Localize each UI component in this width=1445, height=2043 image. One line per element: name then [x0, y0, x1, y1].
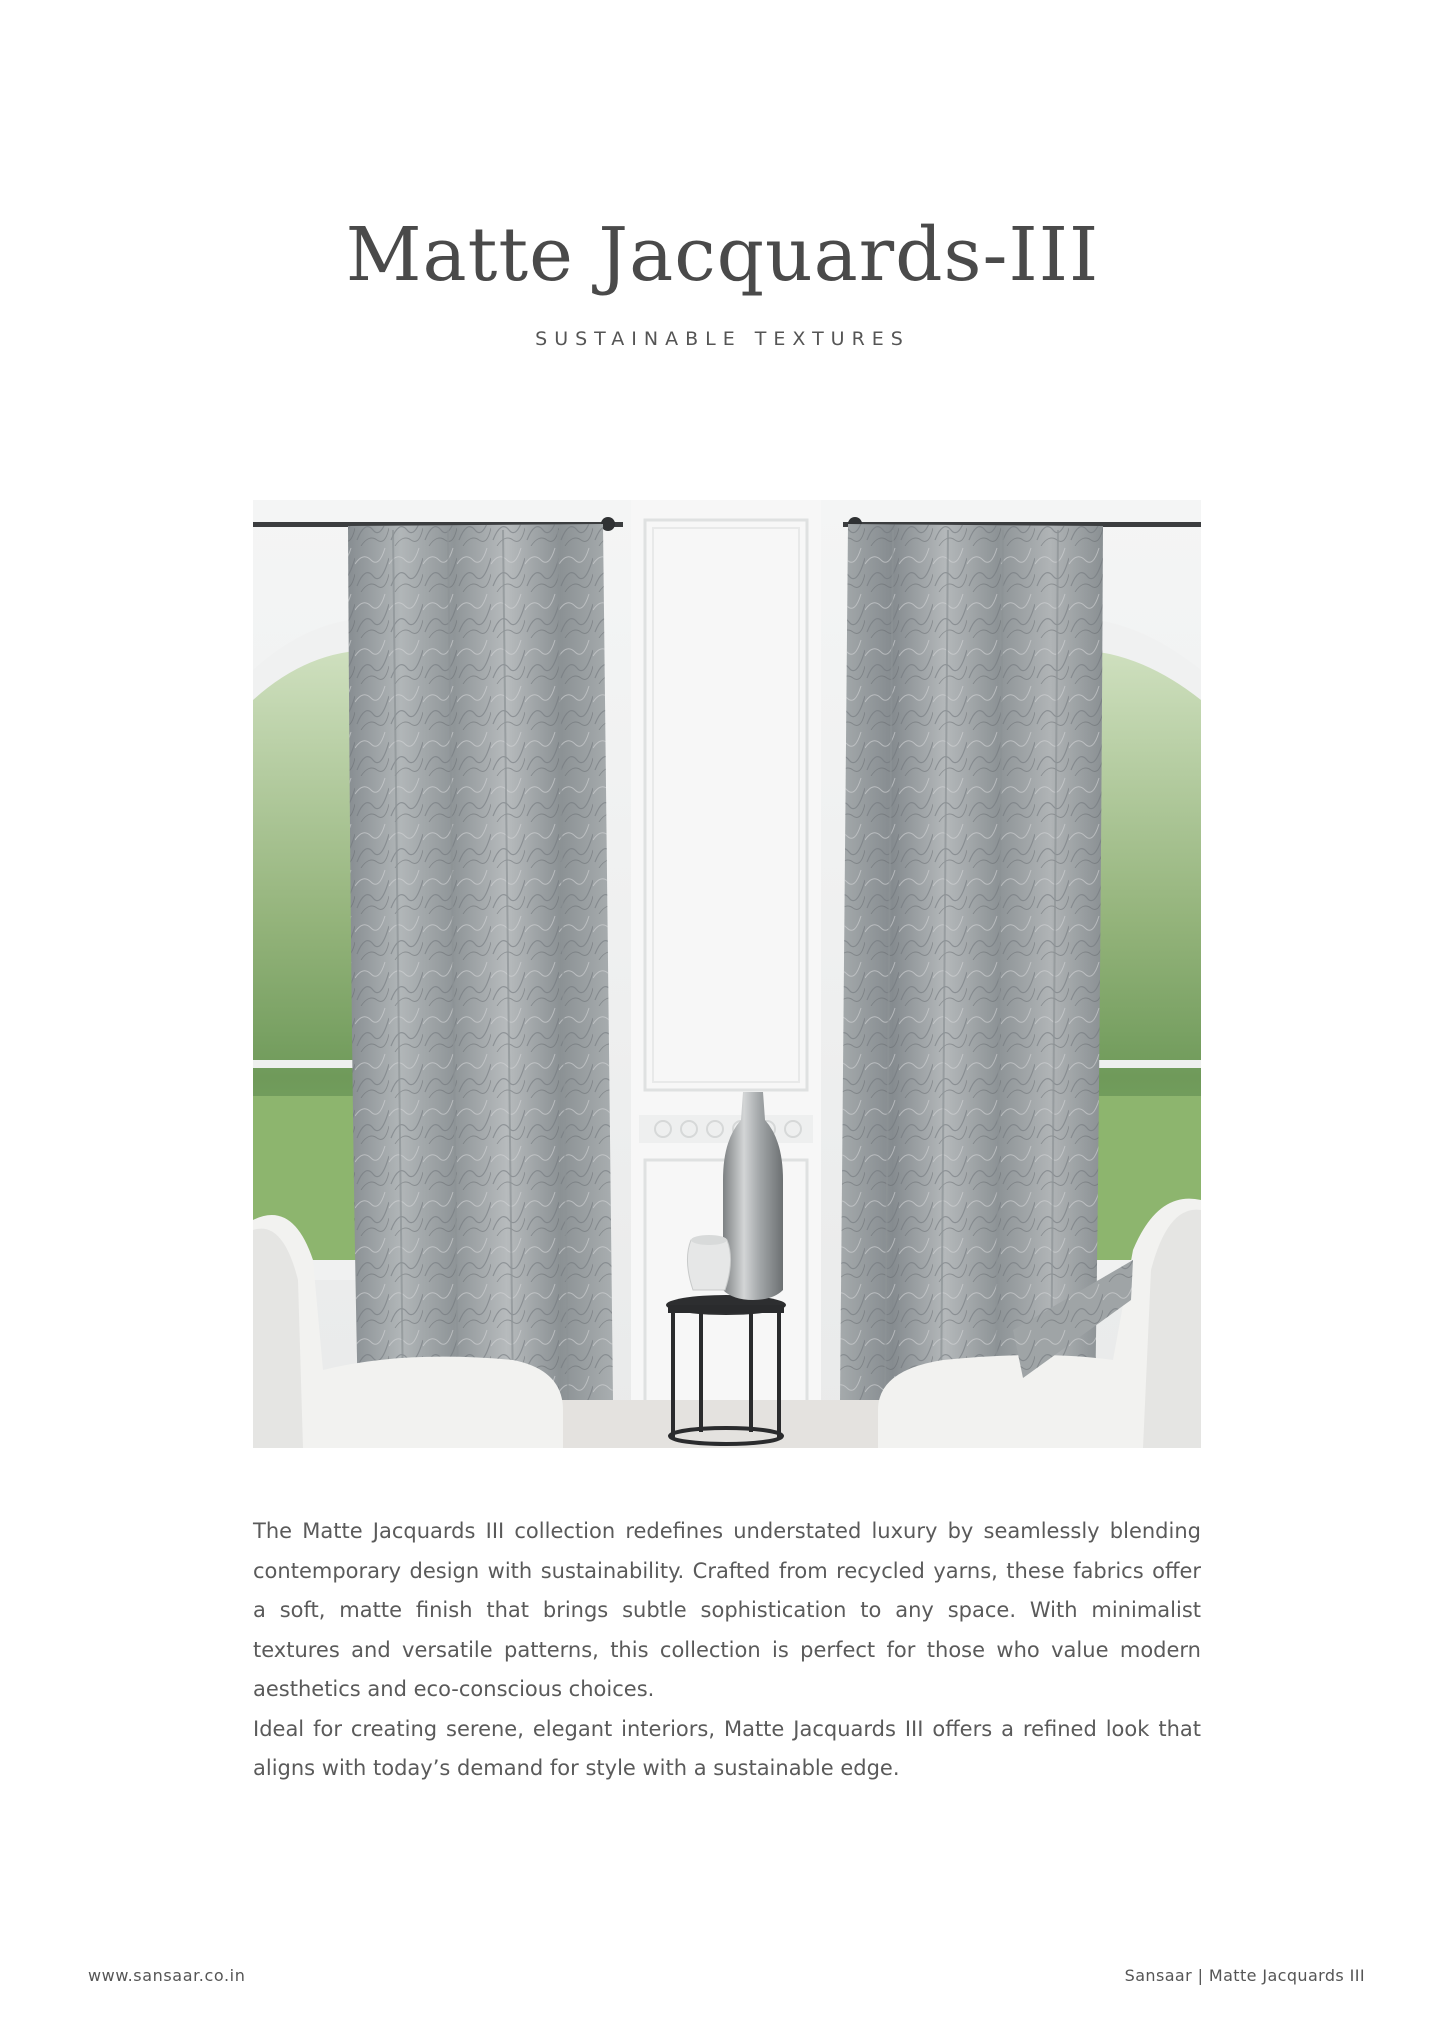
collection-description — [253, 1512, 1201, 1789]
page-title: Matte Jacquards-III — [345, 212, 1100, 298]
description-paragraph-2: Ideal for creating serene, elegant interiors, Matte Jacquards III offers a refined look that aligns with today’s demand for style with a sustainable edge. — [253, 1716, 1201, 1780]
page-subtitle: SUSTAINABLE TEXTURES — [535, 328, 910, 350]
description-paragraph-1: The Matte Jacquards III collection redefines understated luxury by seamlessly blending contemporary design with sustainability. Crafted from recycled yarns, these fabrics offer a soft, matte finish that brings subtle sophistication to any space. With minimalist textures and versatile patterns, this collection is perfect for those who value modern aesthetics and eco-conscious choices. — [253, 1519, 1201, 1701]
curtains-in-living-room-photo — [253, 500, 1201, 1448]
footer-website-link[interactable]: www.sansaar.co.in — [88, 1966, 246, 1985]
footer-page-label: Sansaar | Matte Jacquards III — [1124, 1966, 1365, 1985]
